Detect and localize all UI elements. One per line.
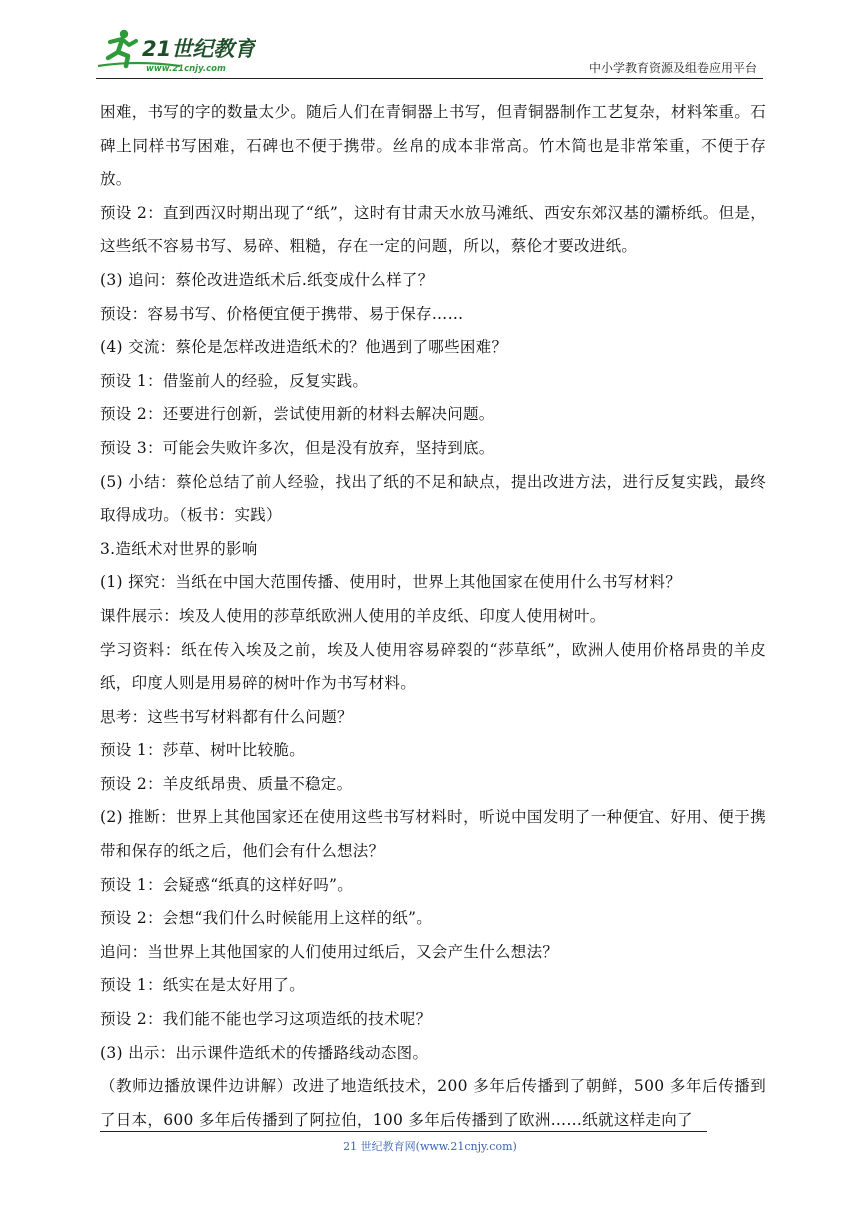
paragraph: (1) 探究：当纸在中国大范围传播、使用时，世界上其他国家在使用什么书写材料？ <box>100 573 682 592</box>
paragraph: 预设 2：我们能不能也学习这项造纸的技术呢？ <box>100 1010 432 1029</box>
paragraph: 预设 1：借鉴前人的经验，反复实践。 <box>100 371 369 390</box>
paragraph: 预设 1：莎草、树叶比较脆。 <box>100 741 305 760</box>
paragraph: 预设 3：可能会失败许多次，但是没有放弃，坚持到底。 <box>100 438 495 457</box>
document-body <box>100 96 766 1137</box>
section-heading: 3.造纸术对世界的影响 <box>100 539 258 558</box>
paragraph: (4) 交流：蔡伦是怎样改进造纸术的？他遇到了哪些困难？ <box>100 338 508 357</box>
paragraph: (2) 推断：世界上其他国家还在使用这些书写材料时，听说中国发明了一种便宜、好用、便于携带和保存的纸之后，他们会有什么想法？ <box>100 808 766 861</box>
logo-url: www.21cnjy.com <box>146 64 226 74</box>
paragraph: (5) 小结：蔡伦总结了前人经验，找出了纸的不足和缺点，提出改进方法，进行反复实践，最终取得成功。（板书：实践） <box>100 472 766 525</box>
paragraph: 预设：容易书写、价格便宜便于携带、易于保存…… <box>100 304 464 323</box>
paragraph: 预设 1：会疑惑“纸真的这样好吗”。 <box>100 875 354 894</box>
paragraph: 预设 2：羊皮纸昂贵、质量不稳定。 <box>100 774 353 793</box>
logo-text: 21世纪教育 <box>142 37 256 61</box>
paragraph: （教师边播放课件边讲解）改进了地造纸技术，200 多年后传播到了朝鲜，500 多年后传播到了日本，600 多年后传播到了阿拉伯，100 多年后传播到了欧洲……纸就这样走向了 <box>100 1077 766 1129</box>
paragraph: 预设 2：会想“我们什么时候能用上这样的纸”。 <box>100 909 433 928</box>
paragraph: (3) 追问：蔡伦改进造纸术后.纸变成什么样了？ <box>100 270 434 289</box>
paragraph: 思考：这些书写材料都有什么问题？ <box>100 707 353 726</box>
paragraph: 预设 2：还要进行创新，尝试使用新的材料去解决问题。 <box>100 405 495 424</box>
paragraph: 学习资料：纸在传入埃及之前，埃及人使用容易碎裂的“莎草纸”，欧洲人使用价格昂贵的羊皮纸，印度人则是用易碎的树叶作为书写材料。 <box>100 640 766 693</box>
paragraph: 预设 1：纸实在是太好用了。 <box>100 976 305 995</box>
header-divider <box>96 78 763 79</box>
paragraph: (3) 出示：出示课件造纸术的传播路线动态图。 <box>100 1043 429 1062</box>
site-logo <box>96 26 256 74</box>
platform-name: 中小学教育资源及组卷应用平台 <box>588 61 757 75</box>
paragraph: 课件展示：埃及人使用的莎草纸欧洲人使用的羊皮纸、印度人使用树叶。 <box>100 606 606 625</box>
paragraph: 预设 2：直到西汉时期出现了“纸”，这时有甘肃天水放马滩纸、西安东郊汉基的灞桥纸。但是，这些纸不容易书写、易碎、粗糙，存在一定的问题，所以，蔡伦才要改进纸。 <box>100 203 766 256</box>
page-footer: 21 世纪教育网(www.21cnjy.com) <box>343 1140 517 1153</box>
footer-divider <box>100 1131 707 1132</box>
page-header <box>96 26 763 78</box>
paragraph: 困难，书写的字的数量太少。随后人们在青铜器上书写，但青铜器制作工艺复杂，材料笨重。石碑上同样书写困难，石碑也不便于携带。丝帛的成本非常高。竹木简也是非常笨重，不便于存放。 <box>100 103 766 189</box>
paragraph: 追问：当世界上其他国家的人们使用过纸后，又会产生什么想法？ <box>100 942 559 961</box>
